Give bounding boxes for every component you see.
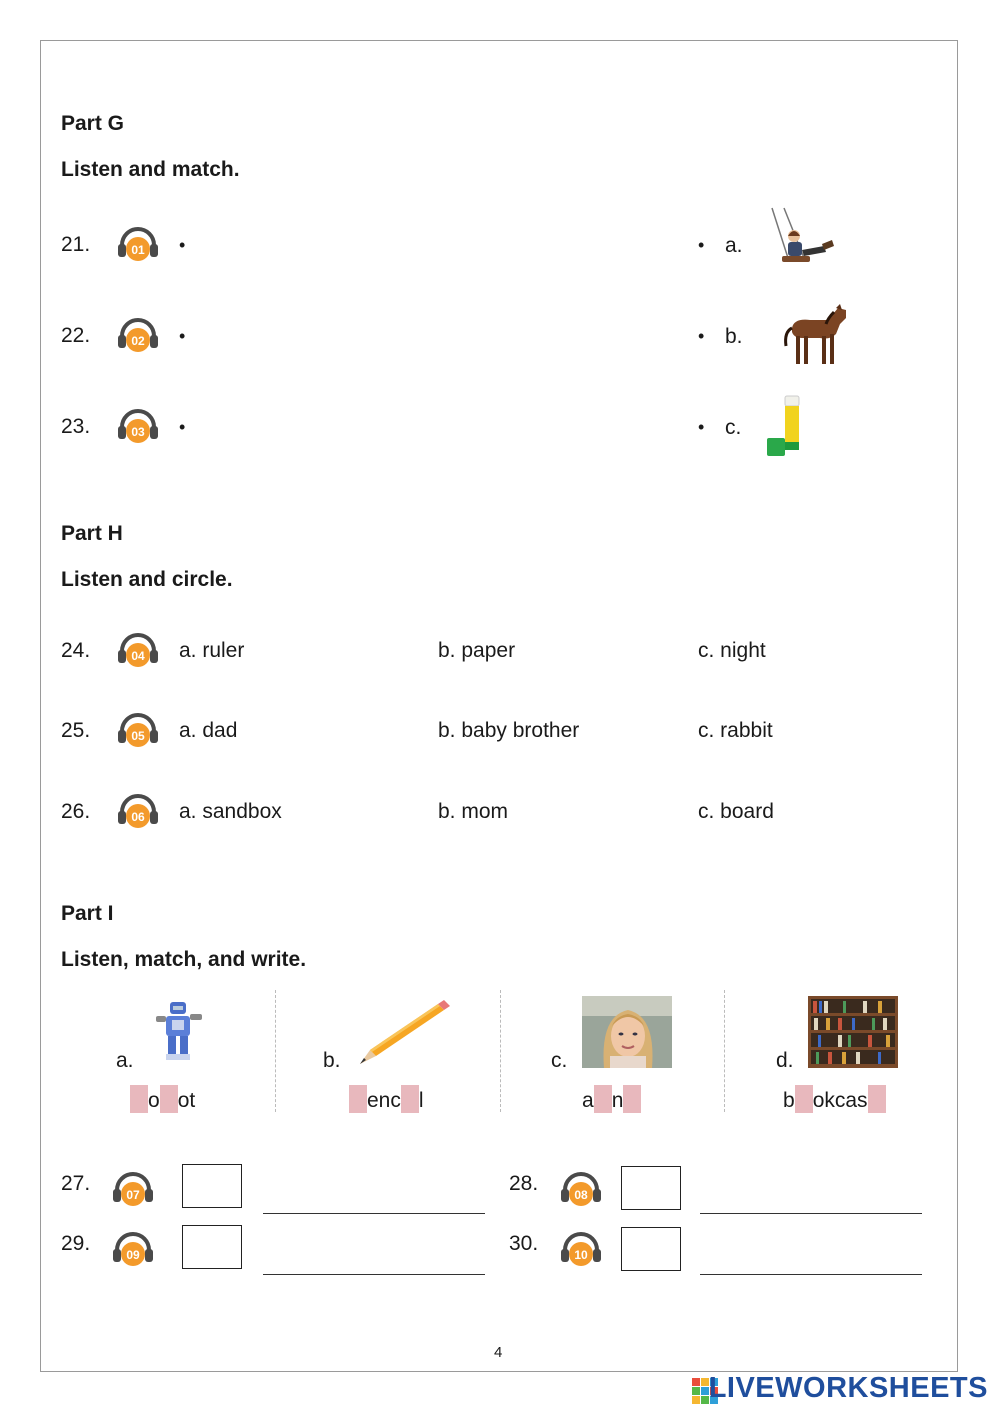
svg-text:06: 06 <box>131 810 145 824</box>
letter-answer-box[interactable] <box>621 1166 681 1210</box>
picture-letter-c: c. <box>551 1049 568 1072</box>
svg-text:02: 02 <box>131 334 145 348</box>
svg-text:08: 08 <box>574 1188 588 1202</box>
letter-blank[interactable] <box>401 1085 419 1113</box>
page-number: 4 <box>494 1344 503 1361</box>
match-dot-right[interactable]: • <box>698 235 705 255</box>
question-number-26: 26. <box>61 800 91 823</box>
question-number-21: 21. <box>61 233 91 256</box>
question-number-30: 30. <box>509 1232 539 1255</box>
column-divider <box>500 990 501 1112</box>
part-i-instruction: Listen, match, and write. <box>61 948 307 971</box>
column-divider <box>724 990 725 1112</box>
word-answer-input[interactable] <box>700 1183 922 1214</box>
headphones-audio-icon[interactable] <box>117 713 159 747</box>
headphones-audio-icon[interactable] <box>117 318 159 352</box>
part-g-title: Part G <box>61 112 125 135</box>
svg-text:01: 01 <box>131 243 145 257</box>
match-dot-right[interactable]: • <box>698 417 705 437</box>
match-dot-left[interactable]: • <box>179 326 186 346</box>
option-letter-a: a. <box>725 234 743 257</box>
question-number-27: 27. <box>61 1172 91 1195</box>
question-number-24: 24. <box>61 639 91 662</box>
choice-b[interactable]: b. mom <box>438 800 509 823</box>
question-number-22: 22. <box>61 324 91 347</box>
choice-c[interactable]: c. night <box>698 639 766 662</box>
word-bookcase: b okcas <box>783 1085 886 1113</box>
part-i-title: Part I <box>61 902 114 925</box>
part-h-instruction: Listen and circle. <box>61 568 233 591</box>
svg-text:03: 03 <box>131 425 145 439</box>
glue-stick-picture <box>765 394 805 465</box>
question-number-28: 28. <box>509 1172 539 1195</box>
match-dot-left[interactable]: • <box>179 235 186 255</box>
child-on-swing-picture <box>764 206 836 279</box>
woman-face-picture <box>582 996 672 1073</box>
word-pencil: enc l <box>349 1085 424 1113</box>
column-divider <box>275 990 276 1112</box>
headphones-audio-icon[interactable] <box>112 1232 154 1266</box>
letter-blank[interactable] <box>594 1085 612 1113</box>
picture-letter-d: d. <box>776 1049 794 1072</box>
word-answer-input[interactable] <box>700 1244 922 1275</box>
headphones-audio-icon[interactable] <box>117 633 159 667</box>
letter-blank[interactable] <box>868 1085 886 1113</box>
letter-blank[interactable] <box>130 1085 148 1113</box>
letter-blank[interactable] <box>623 1085 641 1113</box>
horse-picture <box>780 302 852 375</box>
headphones-audio-icon[interactable] <box>117 409 159 443</box>
letter-answer-box[interactable] <box>182 1225 242 1269</box>
svg-text:09: 09 <box>126 1248 140 1262</box>
word-answer-input[interactable] <box>263 1183 485 1214</box>
question-number-23: 23. <box>61 415 91 438</box>
svg-text:05: 05 <box>131 729 145 743</box>
headphones-audio-icon[interactable] <box>560 1232 602 1266</box>
question-number-29: 29. <box>61 1232 91 1255</box>
option-letter-b: b. <box>725 325 743 348</box>
choice-b[interactable]: b. baby brother <box>438 719 580 742</box>
headphones-audio-icon[interactable] <box>112 1172 154 1206</box>
svg-text:07: 07 <box>126 1188 140 1202</box>
robot-picture <box>150 998 208 1067</box>
liveworksheets-brand[interactable]: LIVEWORKSHEETS <box>708 1372 988 1404</box>
option-letter-c: c. <box>725 416 742 439</box>
word-answer-input[interactable] <box>263 1244 485 1275</box>
svg-text:10: 10 <box>574 1248 588 1262</box>
word-woman: a n <box>582 1085 641 1113</box>
match-dot-left[interactable]: • <box>179 417 186 437</box>
choice-a[interactable]: a. dad <box>179 719 238 742</box>
letter-answer-box[interactable] <box>621 1227 681 1271</box>
bookcase-picture <box>808 996 898 1073</box>
choice-c[interactable]: c. rabbit <box>698 719 773 742</box>
choice-a[interactable]: a. ruler <box>179 639 245 662</box>
picture-letter-a: a. <box>116 1049 134 1072</box>
svg-text:04: 04 <box>131 649 145 663</box>
letter-blank[interactable] <box>795 1085 813 1113</box>
choice-c[interactable]: c. board <box>698 800 774 823</box>
letter-blank[interactable] <box>160 1085 178 1113</box>
word-robot: o ot <box>130 1085 195 1113</box>
headphones-audio-icon[interactable] <box>117 794 159 828</box>
match-dot-right[interactable]: • <box>698 326 705 346</box>
choice-b[interactable]: b. paper <box>438 639 516 662</box>
question-number-25: 25. <box>61 719 91 742</box>
headphones-audio-icon[interactable] <box>560 1172 602 1206</box>
headphones-audio-icon[interactable] <box>117 227 159 261</box>
part-h-title: Part H <box>61 522 123 545</box>
picture-letter-b: b. <box>323 1049 341 1072</box>
pencil-picture <box>356 998 452 1073</box>
choice-a[interactable]: a. sandbox <box>179 800 282 823</box>
letter-answer-box[interactable] <box>182 1164 242 1208</box>
part-g-instruction: Listen and match. <box>61 158 240 181</box>
letter-blank[interactable] <box>349 1085 367 1113</box>
